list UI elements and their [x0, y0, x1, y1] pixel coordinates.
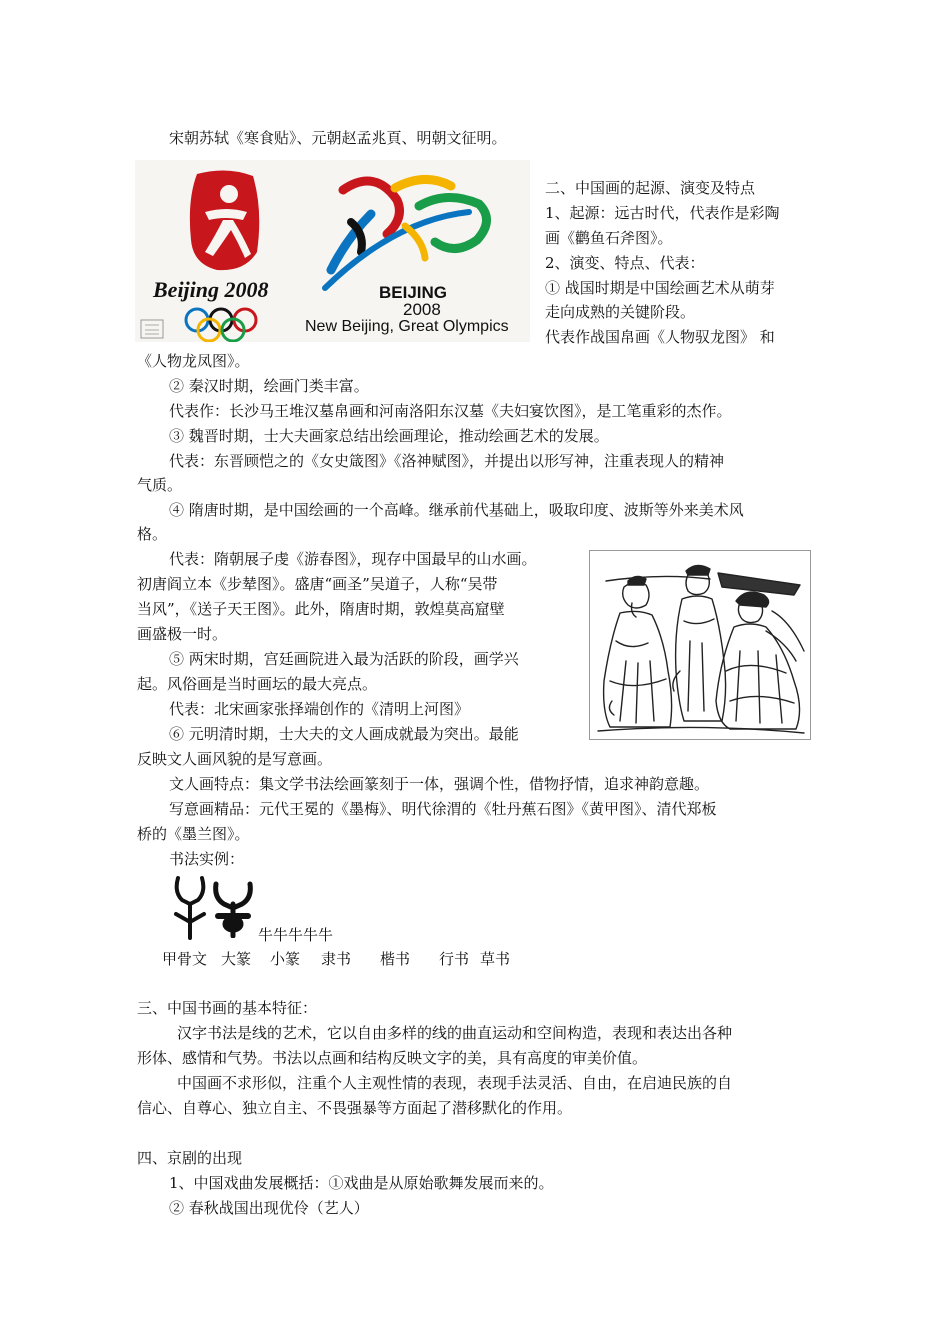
suitang-rep-line-2: 初唐阎立本《步辇图》。盛唐“画圣”吴道子，人称“吴带 [137, 575, 498, 593]
bid-logo-year: 2008 [403, 300, 441, 319]
calligraphy-feature-line-2: 形体、感情和气势。书法以点画和结构反映文字的美，具有高度的审美价值。 [137, 1049, 648, 1067]
script-label-caoshu: 草书 [480, 950, 511, 968]
painting-feature-line-1: 中国画不求形似，注重个人主观性情的表现，表现手法灵活、自由，在启迪民族的自 [177, 1074, 733, 1092]
xieyi-line-1: 写意画精品：元代王冕的《墨梅》、明代徐渭的《牡丹蕉石图》《黄甲图》、清代郑板 [169, 800, 717, 818]
warring-line-1: ① 战国时期是中国绘画艺术从萌芽 [545, 279, 775, 297]
suitang-rep-line-1: 代表：隋朝展子虔《游春图》，现存中国最早的山水画。 [169, 550, 537, 568]
script-label-lishu: 隶书 [321, 950, 352, 968]
opera-item-2: ② 春秋战国出现优伶（艺人） [169, 1199, 369, 1217]
section3-heading: 三、中国书画的基本特征： [137, 999, 318, 1017]
weijin-rep-line-2: 气质。 [137, 476, 183, 494]
suitang-rep-line-4: 画盛极一时。 [137, 625, 228, 643]
song-rep-line: 代表：北宋画家张择端创作的《清明上河图》 [169, 700, 470, 718]
calligraphy-feature-line-1: 汉字书法是线的艺术，它以自由多样的线的曲直运动和空间构造，表现和表达出各种 [177, 1024, 733, 1042]
calligraphy-heading: 书法实例： [169, 850, 245, 868]
bid-logo-slogan: New Beijing, Great Olympics [305, 318, 509, 335]
origin-line-1: 1、起源：远古时代，代表作是彩陶 [545, 204, 780, 222]
literati-line: 文人画特点：集文学书法绘画篆刻于一体，强调个性，借物抒情，追求神韵意趣。 [169, 775, 710, 793]
yuanmingqing-line-1: ⑥ 元明清时期，士大夫的文人画成就最为突出。最能 [169, 725, 519, 743]
script-label-xiaozhuan: 小篆 [270, 950, 301, 968]
bronze-script-ox-glyph [210, 880, 256, 942]
suitang-rep-line-3: 当风”，《送子天王图》。此外，隋唐时期，敦煌莫高窟壁 [137, 600, 505, 618]
weijin-line: ③ 魏晋时期，士大夫画家总结出绘画理论，推动绘画艺术的发展。 [169, 427, 609, 445]
warring-rep-line-1: 代表作战国帛画《人物驭龙图》 和 [545, 328, 775, 346]
script-label-xingshu: 行书 [439, 950, 470, 968]
qinhan-line: ② 秦汉时期，绘画门类丰富。 [169, 377, 369, 395]
xieyi-line-2: 桥的《墨兰图》。 [137, 825, 250, 843]
emblem-text: Beijing 2008 [153, 277, 269, 302]
olympic-logos-svg [135, 160, 530, 342]
song-line-1: ⑤ 两宋时期，宫廷画院进入最为活跃的阶段，画学兴 [169, 650, 519, 668]
intro-line: 宋朝苏轼《寒食贴》、元朝赵孟兆頁、明朝文征明。 [169, 129, 507, 147]
weijin-rep-line-1: 代表：东晋顾恺之的《女史箴图》《洛神赋图》，并提出以形写神，注重表现人的精神 [169, 452, 725, 470]
suitang-line-1: ④ 隋唐时期，是中国绘画的一个高峰。继承前代基础上，吸取印度、波斯等外来美术风 [169, 501, 744, 519]
song-line-2: 起。风俗画是当时画坛的最大亮点。 [137, 675, 378, 693]
opera-item-1: 1、中国戏曲发展概括：①戏曲是从原始歌舞发展而来的。 [169, 1174, 554, 1192]
olympic-logos-image [135, 160, 530, 342]
warring-line-2: 走向成熟的关键阶段。 [545, 303, 696, 321]
oracle-bone-ox-glyph [172, 874, 208, 944]
painting-feature-line-2: 信心、自尊心、独立自主、不畏强暴等方面起了潜移默化的作用。 [137, 1099, 573, 1117]
script-label-kaishu: 楷书 [380, 950, 411, 968]
section2-heading: 二、中国画的起源、演变及特点 [545, 179, 756, 197]
section4-heading: 四、京剧的出现 [137, 1149, 243, 1167]
figures-line-drawing [590, 551, 810, 739]
script-label-dazhuan: 大篆 [221, 950, 252, 968]
suitang-line-2: 格。 [137, 525, 168, 543]
warring-rep-line-2: 《人物龙凤图》。 [137, 352, 250, 370]
script-label-oracle: 甲骨文 [162, 950, 208, 968]
yuanmingqing-line-2: 反映文人画风貌的是写意画。 [137, 750, 333, 768]
bid-logo-city: BEIJING [379, 283, 448, 302]
qinhan-rep-line: 代表作：长沙马王堆汉墓帛画和河南洛阳东汉墓《夫妇宴饮图》，是工笔重彩的杰作。 [169, 402, 732, 420]
painting-illustration [589, 550, 811, 740]
calligraphy-chars: 牛牛牛牛牛 [258, 926, 334, 944]
evolution-heading: 2、演变、特点、代表： [545, 254, 705, 272]
origin-line-2: 画《鹳鱼石斧图》。 [545, 229, 673, 247]
